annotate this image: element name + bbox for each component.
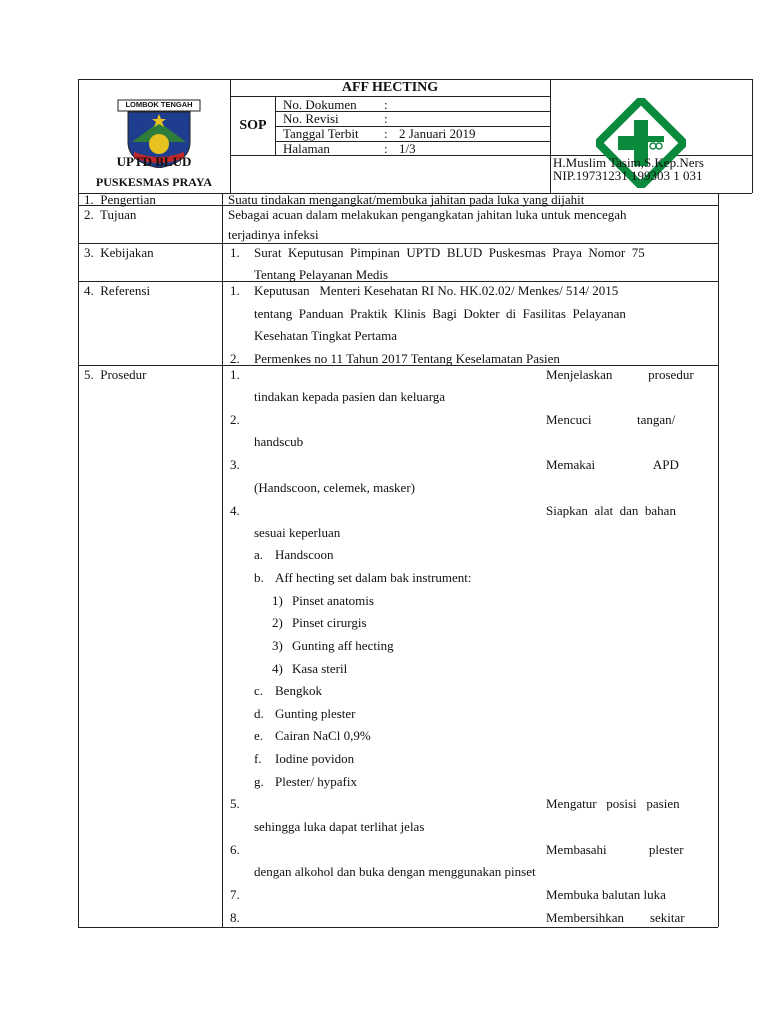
sub-list-item: Pinset anatomis bbox=[292, 593, 374, 608]
row-label-prosedur: 5. Prosedur bbox=[84, 367, 147, 382]
step-1-text: tindakan kepada pasien dan keluarga bbox=[254, 389, 446, 404]
list-item: Cairan NaCl 0,9% bbox=[275, 728, 371, 743]
step-5-text: sehingga luka dapat terlihat jelas bbox=[254, 819, 425, 834]
list-item-marker: f. bbox=[254, 751, 262, 766]
row-label-pengertian: 1. Pengertian bbox=[84, 192, 156, 207]
row-text-pengertian: Suatu tindakan mengangkat/membuka jahitan pada luka yang dijahit bbox=[228, 192, 585, 207]
row-label-tujuan: 2. Tujuan bbox=[84, 207, 137, 222]
sub-list-item-marker: 1) bbox=[272, 593, 283, 608]
field-label-no-revisi: No. Revisi bbox=[283, 111, 339, 126]
sub-list-item: Pinset cirurgis bbox=[292, 615, 367, 630]
org-name-line2: PUSKESMAS PRAYA bbox=[95, 175, 213, 189]
step-5-number: 5. bbox=[230, 796, 240, 811]
kebijakan-line-2: Tentang Pelayanan Medis bbox=[254, 267, 389, 282]
list-item-marker: a. bbox=[254, 547, 264, 562]
step-4-text: sesuai keperluan bbox=[254, 525, 341, 540]
step-4-number: 4. bbox=[230, 503, 240, 518]
list-item-marker: e. bbox=[254, 728, 264, 743]
field-label-halaman: Halaman bbox=[283, 141, 330, 156]
referensi-line-1: Keputusan Menteri Kesehatan RI No. HK.02.02/ Menkes/ 514/ 2015 bbox=[254, 283, 619, 298]
field-sep: : bbox=[384, 97, 388, 112]
list-item-marker: b. bbox=[254, 570, 264, 585]
list-item: Handscoon bbox=[275, 547, 334, 562]
step-4-head: Siapkan alat dan bahan bbox=[546, 503, 676, 518]
referensi-number-1: 1. bbox=[230, 283, 240, 298]
signer-nip: NIP.19731231 199303 1 031 bbox=[553, 168, 703, 183]
referensi-line-2: tentang Panduan Praktik Klinis Bagi Dokter di Fasilitas Pelayanan bbox=[254, 306, 626, 321]
sub-list-item-marker: 2) bbox=[272, 615, 283, 630]
list-item-marker: d. bbox=[254, 706, 264, 721]
step-8-number: 8. bbox=[230, 910, 240, 925]
field-sep: : bbox=[384, 126, 388, 141]
referensi-line-4: Permenkes no 11 Tahun 2017 Tentang Keselamatan Pasien bbox=[254, 351, 560, 366]
document-title: AFF HECTING bbox=[341, 80, 439, 95]
field-label-no-dokumen: No. Dokumen bbox=[283, 97, 357, 112]
step-6-head: Membasahi plester bbox=[546, 842, 684, 857]
field-sep: : bbox=[384, 111, 388, 126]
step-5-head: Mengatur posisi pasien bbox=[546, 796, 680, 811]
kebijakan-line-1: Surat Keputusan Pimpinan UPTD BLUD Puskesmas Praya Nomor 75 bbox=[254, 245, 645, 260]
step-1-number: 1. bbox=[230, 367, 240, 382]
list-item: Gunting plester bbox=[275, 706, 356, 721]
logo-caption: LOMBOK TENGAH bbox=[125, 100, 193, 109]
referensi-number-2: 2. bbox=[230, 351, 240, 366]
signer-name: H.Muslim Tasim,S.Kep.Ners bbox=[553, 155, 704, 170]
step-6-number: 6. bbox=[230, 842, 240, 857]
step-2-head: Mencuci tangan/ bbox=[546, 412, 676, 427]
row-label-referensi: 4. Referensi bbox=[84, 283, 151, 298]
field-value-tanggal-terbit: 2 Januari 2019 bbox=[399, 126, 476, 141]
list-item: Plester/ hypafix bbox=[275, 774, 357, 789]
field-label-tanggal-terbit: Tanggal Terbit bbox=[283, 126, 359, 141]
step-2-number: 2. bbox=[230, 412, 240, 427]
step-3-number: 3. bbox=[230, 457, 240, 472]
row-label-kebijakan: 3. Kebijakan bbox=[84, 245, 154, 260]
list-item: Aff hecting set dalam bak instrument: bbox=[275, 570, 472, 585]
step-7-head: Membuka balutan luka bbox=[546, 887, 666, 902]
list-item: Iodine povidon bbox=[275, 751, 355, 766]
step-8-head: Membersihkan sekitar bbox=[546, 910, 685, 925]
sop-label: SOP bbox=[239, 118, 267, 133]
kebijakan-number: 1. bbox=[230, 245, 240, 260]
step-3-head: Memakai APD bbox=[546, 457, 679, 472]
referensi-line-3: Kesehatan Tingkat Pertama bbox=[254, 328, 397, 343]
list-item-marker: g. bbox=[254, 774, 264, 789]
sub-list-item-marker: 4) bbox=[272, 661, 283, 676]
step-2-text: handscub bbox=[254, 434, 304, 449]
row-text-tujuan-1: Sebagai acuan dalam melakukan pengangkatan jahitan luka untuk mencegah bbox=[228, 207, 627, 222]
org-name-line1: UPTD BLUD bbox=[116, 154, 192, 169]
sub-list-item: Kasa steril bbox=[292, 661, 348, 676]
step-3-text: (Handscoon, celemek, masker) bbox=[254, 480, 415, 495]
step-7-number: 7. bbox=[230, 887, 240, 902]
list-item: Bengkok bbox=[275, 683, 322, 698]
row-text-tujuan-2: terjadinya infeksi bbox=[228, 227, 319, 242]
field-sep: : bbox=[384, 141, 388, 156]
sub-list-item-marker: 3) bbox=[272, 638, 283, 653]
list-item-marker: c. bbox=[254, 683, 264, 698]
sub-list-item: Gunting aff hecting bbox=[292, 638, 394, 653]
step-6-text: dengan alkohol dan buka dengan menggunakan pinset bbox=[254, 864, 536, 879]
step-1-head: Menjelaskan prosedur bbox=[546, 367, 694, 382]
field-value-halaman: 1/3 bbox=[399, 141, 416, 156]
